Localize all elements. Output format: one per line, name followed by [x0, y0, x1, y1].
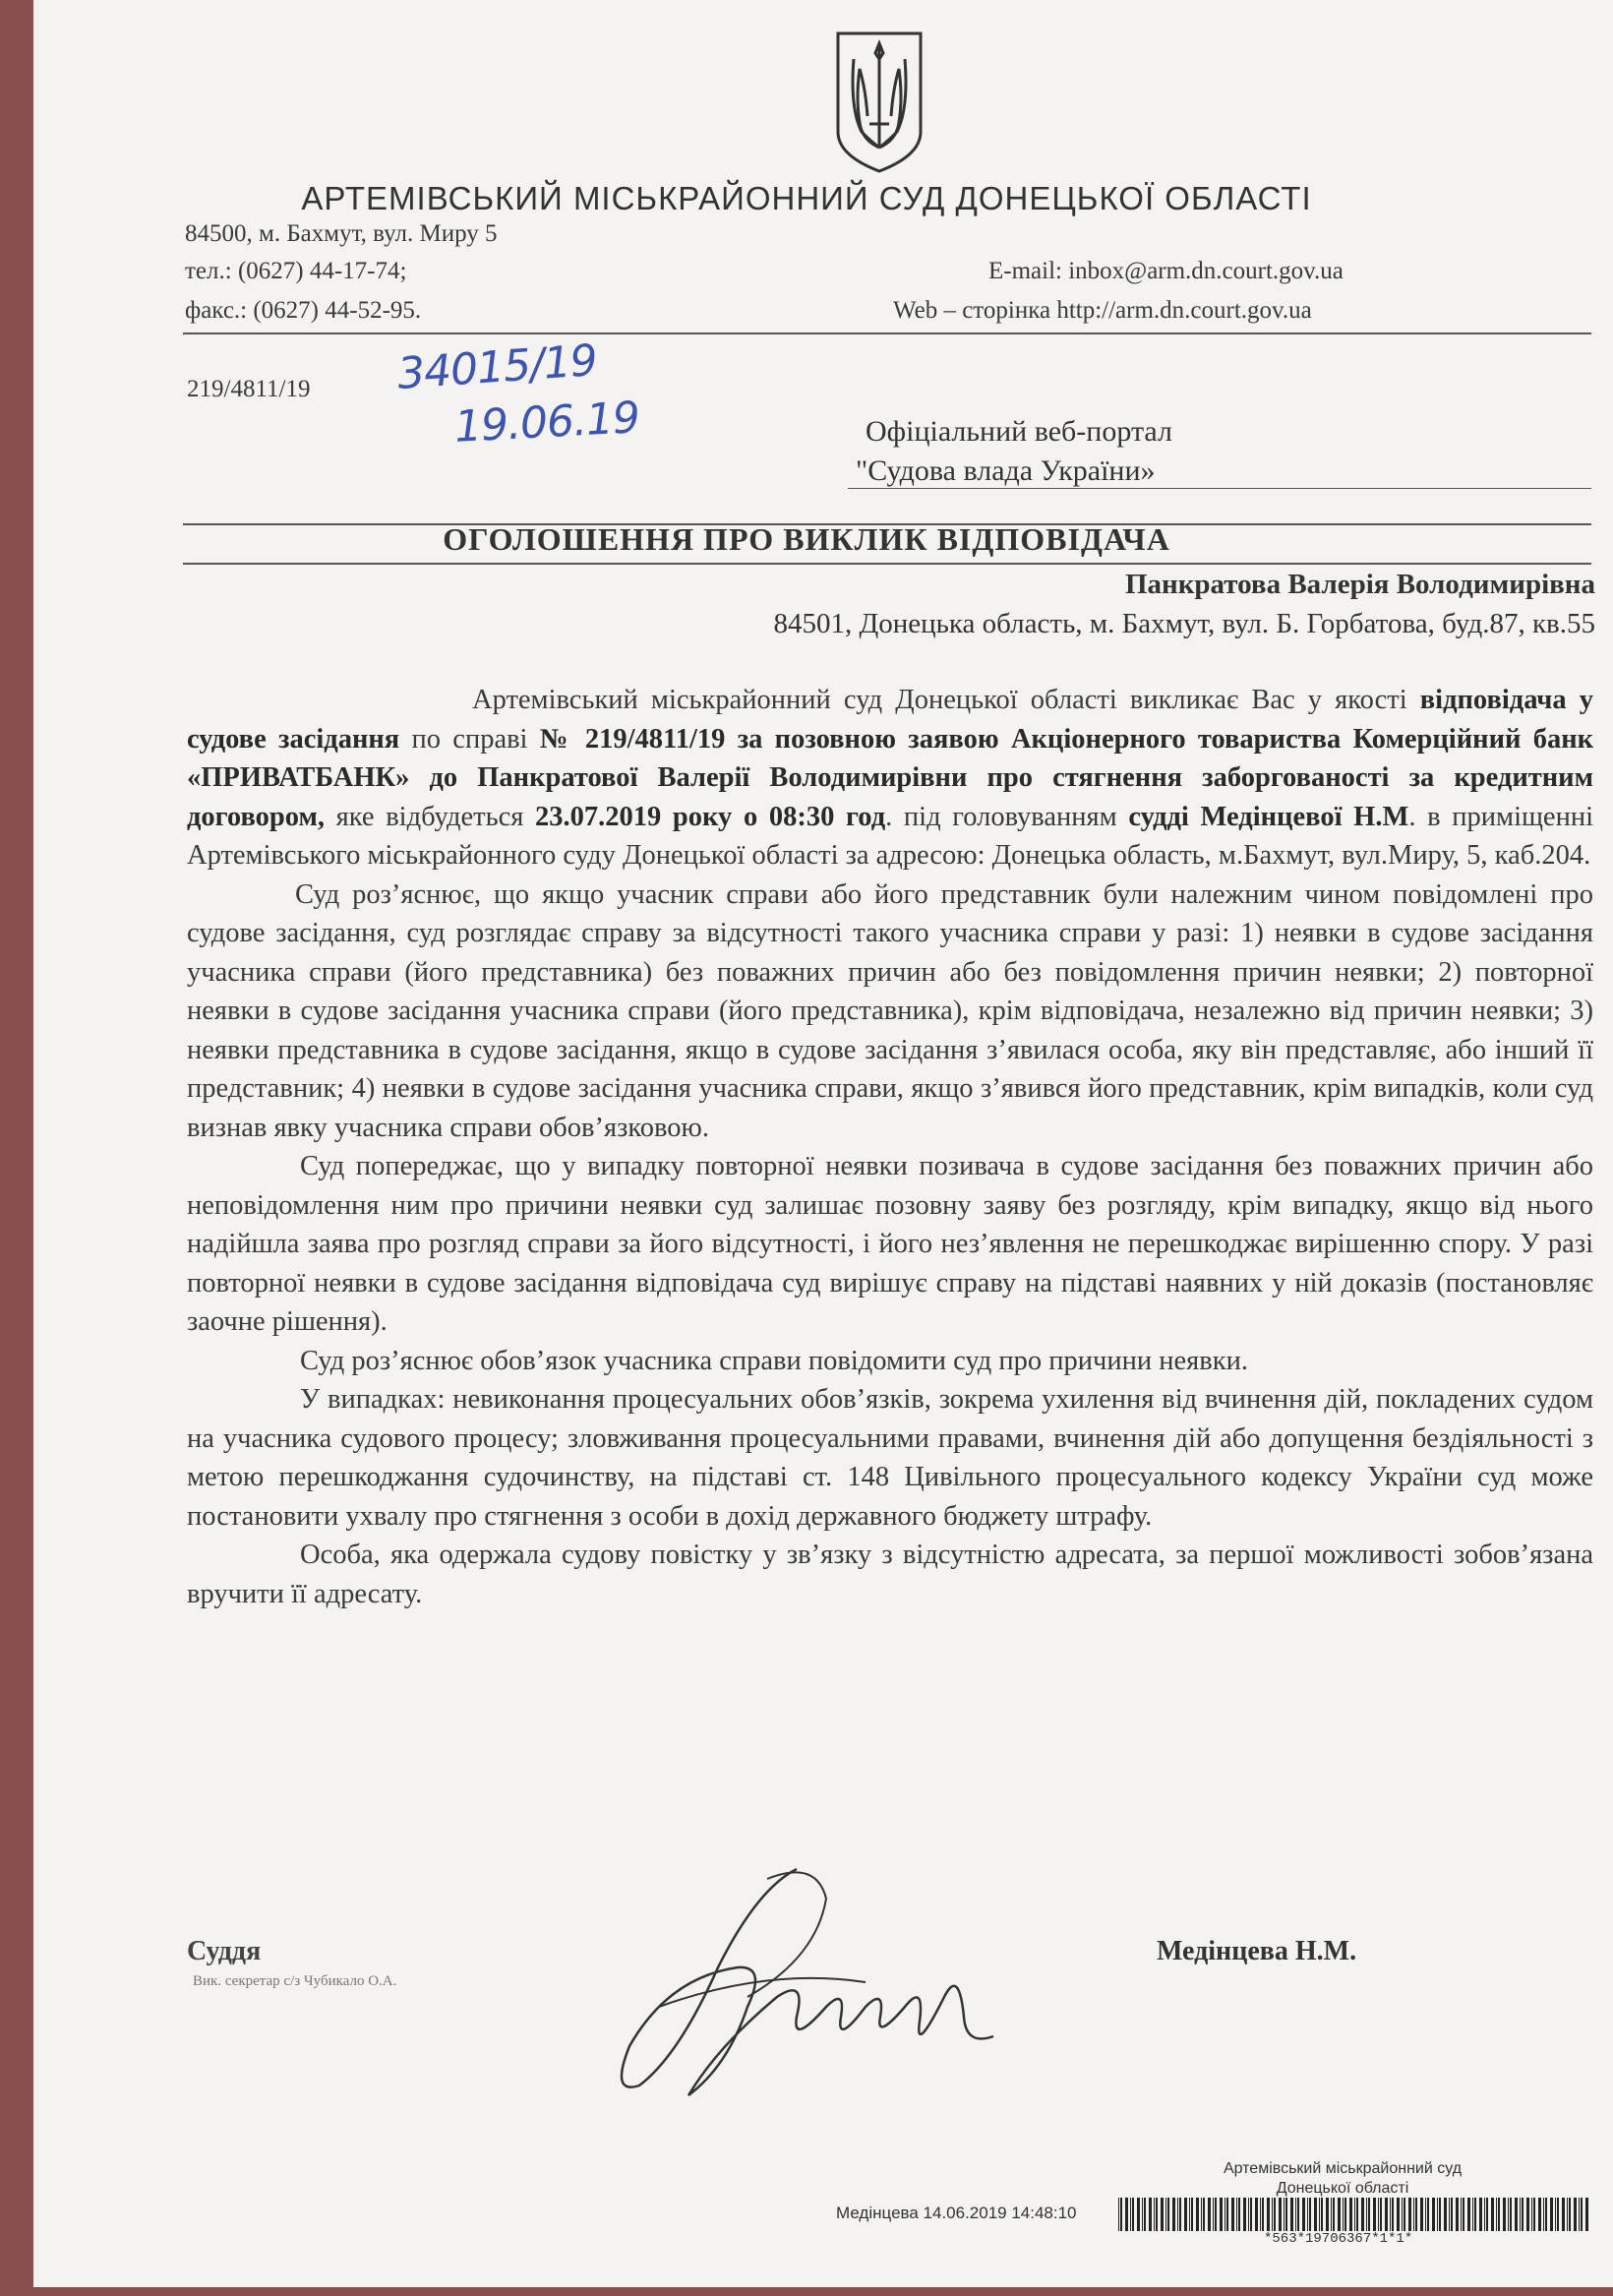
presiding-judge: судді Медінцевої Н.М	[1128, 801, 1409, 832]
judge-name: Медінцева Н.М.	[1157, 1936, 1357, 1966]
paragraph-summons	[187, 681, 1593, 876]
court-fax: факс.: (0627) 44-52-95.	[185, 297, 422, 324]
paragraph-warning: Суд попереджає, що у випадку повторної неявки позивача в судове засідання без поважних причин або неповідомлення ним про причини неявки суд залишає позовну заяву без розгляду, крім випадку, якщо від нього надійшла заява про розгляд справи за його відсутності, і його нез’явлення не перешкоджає вирішенню спору. У разі повторної неявки в судове засідання відповідача суд вирішує справу на підставі наявних у ній доказів (постановляє заочне рішення).	[187, 1151, 1593, 1337]
stamp-court-line-2: Донецької області	[1276, 2180, 1409, 2197]
summons-intro: Артемівський міськрайонний суд Донецької області викликає Вас у якості	[472, 685, 1407, 715]
secretary-note: Вик. секретар с/з Чубикало О.А.	[193, 1973, 397, 1989]
signature-label: Суддя	[187, 1936, 262, 1966]
coat-of-arms-icon	[832, 30, 926, 175]
recipient-underline	[848, 488, 1591, 489]
hearing-datetime: 23.07.2019 року о 08:30 год	[535, 801, 886, 832]
court-phone: тел.: (0627) 44-17-74;	[185, 258, 407, 284]
stamp-court-line-1: Артемівський міськрайонний суд	[1223, 2160, 1463, 2177]
summons-presiding: . під головуванням	[885, 801, 1117, 832]
court-address: 84500, м. Бахмут, вул. Миру 5	[185, 220, 498, 247]
recipient-line-2: "Судова влада України»	[856, 454, 1156, 487]
summons-role: відповідача у судове засідання	[187, 685, 1594, 755]
header-divider	[183, 332, 1591, 334]
handwritten-signature	[570, 1849, 1023, 2145]
barcode-number: *563*19706367*1*1*	[1264, 2231, 1413, 2247]
court-website: Web – сторінка http://arm.dn.court.gov.ua	[893, 297, 1312, 324]
court-email: E-mail: inbox@arm.dn.court.gov.ua	[988, 258, 1344, 284]
summons-claim: за позовною заявою Акціонерного товариства Комерційний банк «ПРИВАТБАНК» до Панкратової Валерії Володимирівни про стягнення заборгованості за кредитним договором,	[187, 723, 1594, 832]
summons-will-take-place: яке відбудеться	[335, 801, 524, 832]
handwritten-incoming-number: 34015/19	[395, 334, 599, 400]
paragraph-delivery: Особа, яка одержала судову повістку у зв’язку з відсутністю адресата, за першої можливості зобов’язана вручити її адресату.	[187, 1540, 1593, 1609]
notice-title: ОГОЛОШЕННЯ ПРО ВИКЛИК ВІДПОВІДАЧА	[443, 521, 1170, 557]
notice-body	[187, 681, 1593, 1613]
defendant-address: 84501, Донецька область, м. Бахмут, вул. Б. Горбатова, буд.87, кв.55	[773, 608, 1595, 639]
paragraph-obligation: Суд роз’яснює обов’язок учасника справи повідомити суд про причини неявки.	[300, 1345, 1248, 1376]
court-name: АРТЕМІВСЬКИЙ МІСЬКРАЙОННИЙ СУД ДОНЕЦЬКОЇ ОБЛАСТІ	[301, 180, 1312, 216]
summons-case-number: № 219/4811/19	[539, 723, 726, 755]
recipient-line-1: Офіціальний веб-портал	[866, 415, 1172, 448]
paragraph-penalty: У випадках: невиконання процесуальних обов’язків, зокрема ухилення від вчинення дій, покладених судом на учасника судового процесу; зловживання процесуальними правами, вчинення дій або допущення бездіяльності з метою перешкоджання судочинству, на підставі ст. 148 Цивільного процесуального кодексу України суд може постановити ухвалу про стягнення з особи в дохід державного бюджету штрафу.	[187, 1384, 1593, 1532]
hearing-location: . в приміщенні Артемівського міськрайонного суду Донецької області за адресою: Донецька область, м.Бахмут, вул.Миру, 5, каб.204.	[187, 801, 1594, 871]
handwritten-incoming-date: 19.06.19	[452, 393, 641, 453]
case-number: 219/4811/19	[187, 376, 311, 402]
paragraph-absence-rules: Суд роз’яснює, що якщо учасник справи або його представник були належним чином повідомлені про судове засідання, суд розглядає справу за відсутності такого учасника справи у разі: 1) неявки в судове засідання учасника справи (його представника) без поважних причин або без повідомлення причин неявки; 2) повторної неявки в судове засідання учасника справи (його представника), крім відповідача, незалежно від причин неявки; 3) неявки представника в судове засідання, якщо в судове засідання з’явилася особа, яку він представляє, або інший її представник; 4) неявки в судове засідання учасника справи, якщо з’явився його представник, крім випадків, коли суд визнав явку учасника справи обов’язковою.	[187, 878, 1593, 1143]
stamp-court	[1180, 2159, 1505, 2199]
registration-stamp: Медінцева 14.06.2019 14:48:10	[836, 2204, 1077, 2222]
defendant-name: Панкратова Валерія Володимирівна	[1124, 569, 1595, 600]
notice-underline	[183, 563, 1591, 565]
barcode	[1116, 2198, 1594, 2231]
summons-case-prefix: по справі	[411, 723, 528, 755]
